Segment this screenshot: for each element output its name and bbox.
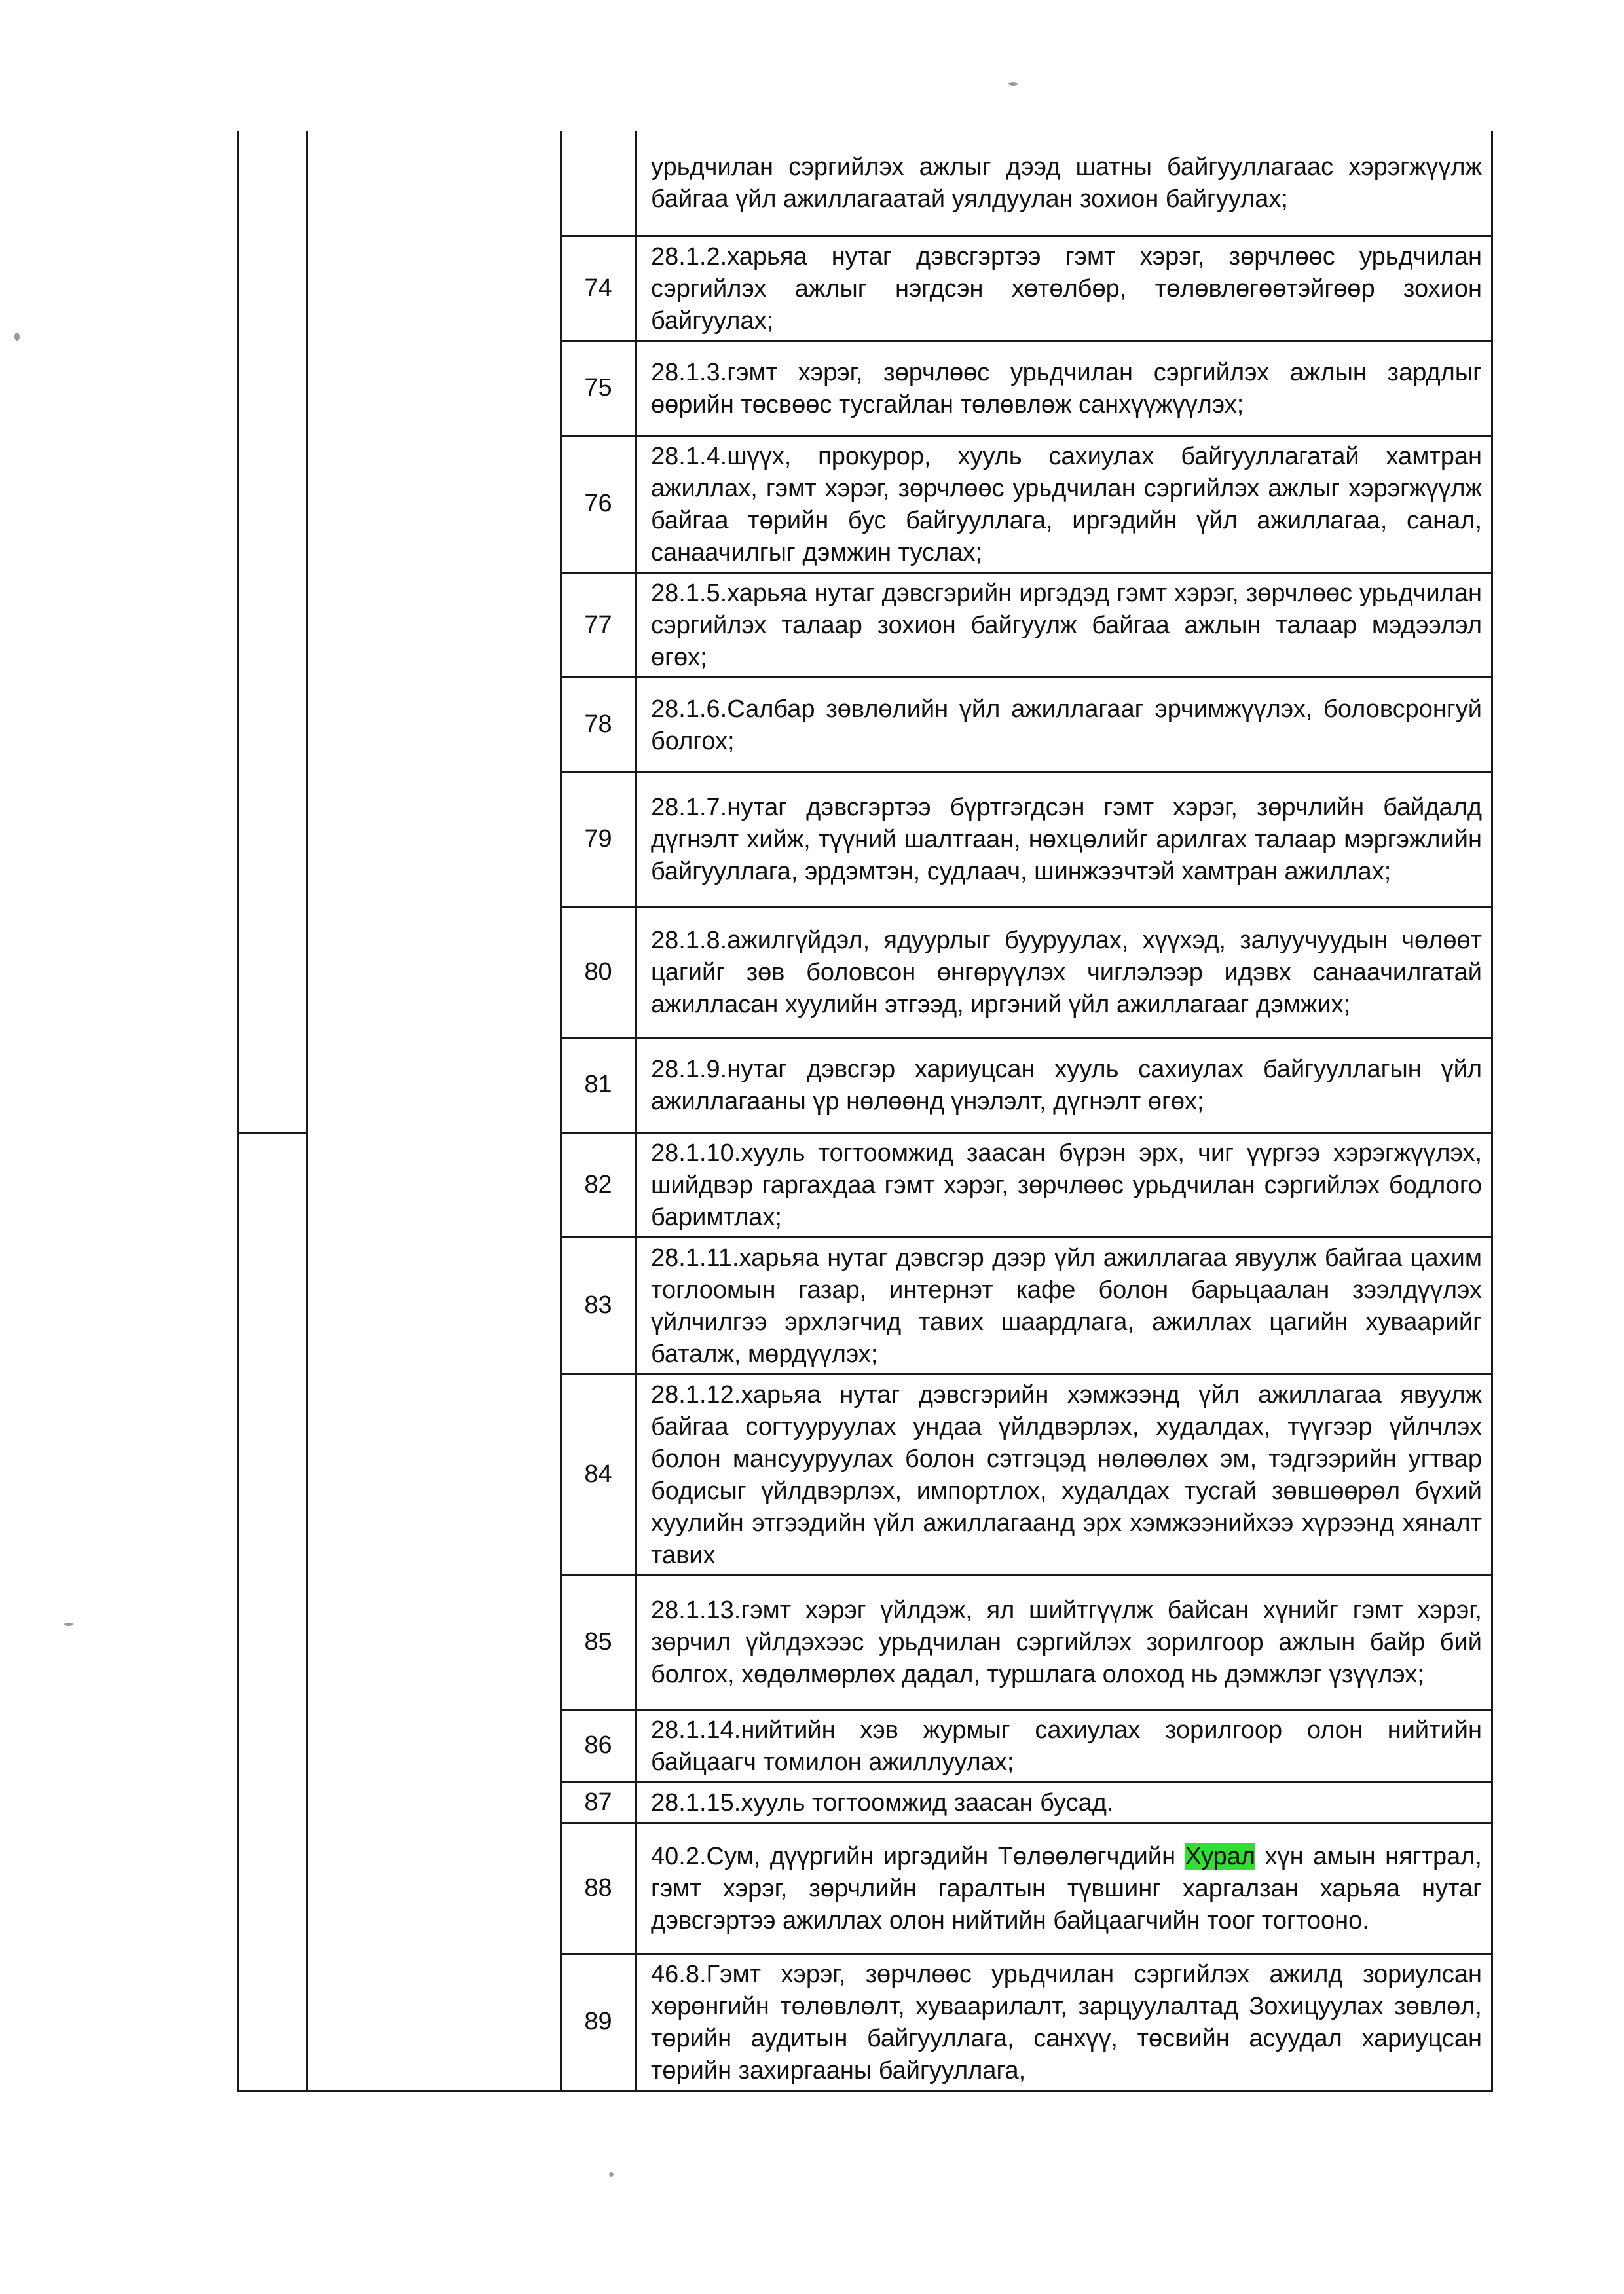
scan-speck [609, 2172, 614, 2177]
provision-text [636, 1782, 1492, 1822]
provision-text-part: 28.1.10.хууль тогтоомжид заасан бүрэн эрх, чиг үүргээ хэрэгжүүлэх, шийдвэр гаргахдаа гэмт хэрэг, зөрчлөөс урьдчилан сэргийлэх бодлого баримтлах; [651, 1139, 1482, 1231]
provision-text-part: 28.1.3.гэмт хэрэг, зөрчлөөс урьдчилан сэргийлэх ажлын зардлыг өөрийн төсвөөс тусгайлан төлөвлөж санхүүжүүлэх; [651, 358, 1482, 418]
provision-text [636, 1237, 1492, 1374]
scan-speck [64, 1623, 73, 1626]
provision-text [636, 1953, 1492, 2090]
row-number: 77 [561, 572, 636, 677]
row-number: 79 [561, 772, 636, 906]
row-number: 82 [561, 1132, 636, 1237]
provision-text-part: 46.8.Гэмт хэрэг, зөрчлөөс урьдчилан сэргийлэх ажилд зориулсан хөрөнгийн төлөвлөлт, хуваарилалт, зарцуулалтад Зохицуулах зөвлөл, төрийн аудитын байгууллага, санхүү, төсвийн асуудал хариуцсан төрийн захиргааны байгууллага, [651, 1960, 1482, 2084]
provision-text-part: 28.1.9.нутаг дэвсгэр хариуцсан хууль сахиулах байгууллагын үйл ажиллагааны үр нөлөөнд үнэлэлт, дүгнэлт өгөх; [651, 1055, 1482, 1115]
row-number: 88 [561, 1822, 636, 1953]
row-number: 78 [561, 677, 636, 772]
provision-text [636, 236, 1492, 341]
provision-text [636, 677, 1492, 772]
row-number: 74 [561, 236, 636, 341]
provision-text [636, 1822, 1492, 1953]
row-number: 83 [561, 1237, 636, 1374]
document-table [237, 131, 1493, 2092]
provision-text [636, 1132, 1492, 1237]
highlighted-word: Хурал [1185, 1842, 1256, 1870]
row-number: 81 [561, 1037, 636, 1132]
row-number [561, 131, 636, 236]
row-number: 76 [561, 435, 636, 572]
provision-text-part: 28.1.2.харьяа нутаг дэвсгэртээ гэмт хэрэг, зөрчлөөс урьдчилан сэргийлэх ажлыг нэгдсэн хөтөлбөр, төлөвлөгөөтэйгөөр зохион байгуулах; [651, 242, 1482, 335]
provision-text-part: 28.1.11.харьяа нутаг дэвсгэр дээр үйл ажиллагаа явуулж байгаа цахим тоглоомын газар, интернэт кафе болон барьцаалан зээлдүүлэх үйлчилгээ эрхлэгчид тавих шаардлага, ажиллах цагийн хуваарийг баталж, мөрдүүлэх; [651, 1244, 1482, 1368]
row-number: 86 [561, 1709, 636, 1782]
row-number: 87 [561, 1782, 636, 1822]
row-number: 84 [561, 1374, 636, 1575]
scan-speck [1008, 82, 1018, 86]
left-column-cell [238, 1132, 308, 2090]
scan-speck [14, 333, 20, 341]
provision-text [636, 906, 1492, 1037]
provision-text-part: 28.1.13.гэмт хэрэг үйлдэж, ял шийтгүүлж байсан хүнийг гэмт хэрэг, зөрчил үйлдэхээс урьдчилан сэргийлэх зорилгоор ажлын байр бий болгох, хөдөлмөрлөх дадал, туршлага олоход нь дэмжлэг үзүүлэх; [651, 1597, 1482, 1688]
provision-text [636, 341, 1492, 435]
provision-text [636, 435, 1492, 572]
provision-text [636, 131, 1492, 236]
row-number: 80 [561, 906, 636, 1037]
provision-text-part: хүн амын нягтрал, гэмт хэрэг, зөрчлийн гаралтын түвшинг харгалзан харьяа нутаг дэвсгэртээ ажиллах олон нийтийн байцаагчийн тоог тогтооно. [651, 1842, 1482, 1934]
row-number: 85 [561, 1575, 636, 1709]
provision-text [636, 772, 1492, 906]
second-column-cell [308, 131, 561, 2090]
provision-text-part: 28.1.14.нийтийн хэв журмыг сахиулах зорилгоор олон нийтийн байцаагч томилон ажиллуулах; [651, 1716, 1482, 1776]
provision-text [636, 1037, 1492, 1132]
provision-text-part: 28.1.6.Салбар зөвлөлийн үйл ажиллагааг эрчимжүүлэх, боловсронгуй болгох; [651, 695, 1482, 755]
provision-text-part: 28.1.15.хууль тогтоомжид заасан бусад. [651, 1788, 1114, 1817]
row-number: 89 [561, 1953, 636, 2090]
provision-text [636, 572, 1492, 677]
provision-text [636, 1575, 1492, 1709]
provision-text-part: урьдчилан сэргийлэх ажлыг дээд шатны байгууллагаас хэрэгжүүлж байгаа үйл ажиллагаатай уялдуулан зохион байгуулах; [651, 153, 1482, 213]
provision-text-part: 28.1.5.харьяа нутаг дэвсгэрийн иргэдэд гэмт хэрэг, зөрчлөөс урьдчилан сэргийлэх талаар зохион байгуулж байгаа ажлын талаар мэдээлэл өгөх; [651, 579, 1482, 671]
provision-text [636, 1374, 1492, 1575]
row-number: 75 [561, 341, 636, 435]
provision-text [636, 1709, 1492, 1782]
provision-text-part: 28.1.8.ажилгүйдэл, ядуурлыг бууруулах, хүүхэд, залуучуудын чөлөөт цагийг зөв боловсон өнгөрүүлэх чиглэлээр идэвх санаачилгатай ажилласан хуулийн этгээд, иргэний үйл ажиллагааг дэмжих; [651, 926, 1482, 1018]
provision-text-part: 28.1.12.харьяа нутаг дэвсгэрийн хэмжээнд үйл ажиллагаа явуулж байгаа согтууруулах ундаа үйлдвэрлэх, худалдах, түүгээр үйлчлэх болон мансууруулах болон сэтгэцэд нөлөөлөх эм, тэдгээрийн угтвар бодисыг үйлдвэрлэх, импортлох, худалдах тусгай зөвшөөрөл бүхий хуулийн этгээдийн үйл ажиллагаанд эрх хэмжээнийхээ хүрээнд хяналт тавих [651, 1380, 1482, 1569]
table-row [238, 131, 1492, 236]
provision-text-part: 40.2.Сум, дүүргийн иргэдийн Төлөөлөгчдийн [651, 1842, 1185, 1870]
provision-text-part: 28.1.4.шүүх, прокурор, хууль сахиулах байгууллагатай хамтран ажиллах, гэмт хэрэг, зөрчлөөс урьдчилан сэргийлэх ажлыг хэрэгжүүлж байгаа төрийн бус байгууллага, иргэдийн үйл ажиллагаа, санал, санаачилгыг дэмжин туслах; [651, 442, 1482, 566]
provision-text-part: 28.1.7.нутаг дэвсгэртээ бүртгэгдсэн гэмт хэрэг, зөрчлийн байдалд дүгнэлт хийж, түүний шалтгаан, нөхцөлийг арилгах талаар мэргэжлийн байгууллага, эрдэмтэн, судлаач, шинжээчтэй хамтран ажиллах; [651, 794, 1482, 885]
left-column-cell [238, 131, 308, 1132]
